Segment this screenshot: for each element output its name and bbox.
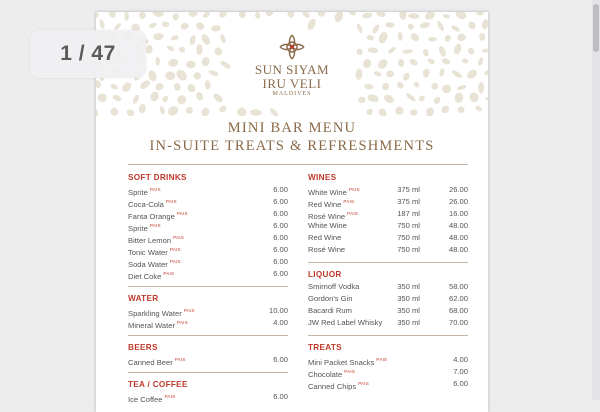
pattern-spot	[457, 106, 464, 113]
item-price: 6.00	[273, 392, 288, 401]
pattern-spot	[125, 108, 135, 116]
menu-item-row	[128, 208, 288, 220]
section-tea-coffee	[128, 379, 288, 403]
item-name	[128, 391, 175, 406]
section-wines	[308, 172, 468, 263]
pattern-spot	[269, 107, 280, 116]
pattern-spot	[481, 19, 488, 30]
menu-item-row	[128, 184, 288, 196]
item-name-text: Mini Packet Snacks	[308, 358, 375, 367]
item-price: 26.00	[448, 185, 468, 194]
section-divider	[128, 286, 288, 287]
pattern-spot	[333, 12, 345, 23]
section-soft-drinks	[128, 172, 288, 287]
item-name-text: Mineral Water	[128, 321, 175, 330]
item-price: 6.00	[273, 185, 288, 194]
item-name-text: Sprite	[128, 224, 148, 233]
pattern-spot	[236, 106, 248, 116]
item-name-text: Bitter Lemon	[128, 236, 172, 245]
scrollbar[interactable]	[592, 0, 600, 400]
item-name	[308, 378, 369, 393]
menu-item-row	[308, 293, 468, 305]
item-name-text: Sprite	[128, 188, 148, 197]
pattern-spot	[432, 96, 441, 106]
pattern-spot	[287, 12, 295, 18]
pattern-spot	[385, 22, 394, 28]
pattern-spot	[185, 106, 194, 115]
section-heading: TREATS	[308, 343, 342, 352]
item-name	[308, 305, 352, 317]
pattern-spot	[419, 21, 431, 29]
pattern-spot	[301, 12, 311, 19]
brand-location: MALDIVES	[272, 91, 312, 97]
item-name-text: Rosé Wine	[308, 212, 346, 221]
pattern-spot	[467, 20, 477, 31]
menu-item-row	[128, 220, 288, 232]
section-heading: SOFT DRINKS	[128, 173, 187, 182]
item-volume: 375 ml	[397, 185, 420, 194]
item-name	[128, 268, 174, 283]
pattern-spot	[485, 96, 488, 101]
menu-item-row	[308, 220, 468, 232]
menu-item-row	[308, 317, 468, 329]
section-heading: LIQUOR	[308, 270, 342, 279]
pattern-spot	[424, 12, 436, 21]
section-divider	[128, 335, 288, 336]
pais-tag: PAIS	[164, 394, 176, 399]
pattern-spot	[410, 109, 418, 116]
pais-tag: PAIS	[343, 199, 355, 204]
menu-page	[96, 12, 488, 412]
item-name-text: Tonic Water	[128, 248, 168, 257]
pattern-spot	[107, 12, 117, 19]
item-price: 6.00	[273, 221, 288, 230]
item-name-text: Smirnoff Vodka	[308, 282, 360, 291]
pattern-spot	[195, 21, 206, 31]
sun-siyam-emblem-icon	[275, 32, 309, 62]
pais-tag: PAIS	[344, 369, 356, 374]
item-volume: 350 ml	[397, 294, 420, 303]
item-price: 58.00	[448, 282, 468, 291]
menu-item-row	[308, 232, 468, 244]
pattern-spot	[264, 12, 274, 18]
menu-item-row	[128, 196, 288, 208]
item-price: 48.00	[448, 221, 468, 230]
pattern-spot	[138, 104, 146, 114]
item-name-text: Red Wine	[308, 200, 342, 209]
pais-tag: PAIS	[176, 211, 188, 216]
menu-title: MINI BAR MENU	[227, 120, 357, 136]
pattern-spot	[454, 12, 467, 21]
pattern-spot	[316, 12, 326, 18]
pattern-spot	[376, 12, 387, 18]
pattern-spot	[436, 20, 446, 32]
menu-item-row	[308, 305, 468, 317]
item-price: 62.00	[448, 294, 468, 303]
pattern-spot	[250, 109, 262, 116]
item-name	[308, 317, 382, 329]
menu-item-row	[308, 196, 468, 208]
item-name-text: Chocolate	[308, 370, 343, 379]
item-name-text: Canned Chips	[308, 382, 357, 391]
pattern-spot	[407, 22, 415, 30]
pattern-spot	[200, 106, 211, 116]
pattern-spot	[166, 104, 180, 116]
menu-item-row	[308, 184, 468, 196]
item-volume: 375 ml	[397, 197, 420, 206]
pais-tag: PAIS	[176, 320, 188, 325]
item-price: 10.00	[268, 306, 288, 315]
item-name-text: Bacardi Rum	[308, 306, 352, 315]
item-name	[308, 293, 353, 305]
pattern-spot	[440, 104, 451, 115]
pattern-spot	[306, 18, 317, 32]
section-beers	[128, 342, 288, 373]
menu-subtitle: IN-SUITE TREATS & REFRESHMENTS	[149, 138, 435, 154]
item-volume: 750 ml	[397, 221, 420, 230]
menu-item-row	[128, 391, 288, 403]
pattern-spot	[151, 12, 165, 18]
brand-logo	[96, 32, 488, 97]
pattern-spot	[347, 12, 357, 17]
pattern-spot	[425, 106, 435, 116]
menu-item-row	[128, 354, 288, 366]
item-price: 4.00	[453, 355, 468, 364]
pattern-spot	[162, 21, 170, 27]
menu-item-row	[308, 366, 468, 378]
pattern-spot	[96, 12, 99, 19]
item-price: 7.00	[453, 367, 468, 376]
pattern-spot	[98, 19, 105, 30]
menu-item-row	[308, 281, 468, 293]
item-name-text: Coca-Cola	[128, 200, 164, 209]
pattern-spot	[148, 22, 157, 29]
pais-tag: PAIS	[348, 187, 360, 192]
item-price: 26.00	[448, 197, 468, 206]
item-volume: 750 ml	[397, 245, 420, 254]
pattern-spot	[159, 106, 165, 115]
menu-item-row	[128, 244, 288, 256]
pais-tag: PAIS	[163, 271, 175, 276]
item-price: 6.00	[273, 245, 288, 254]
item-name	[308, 220, 347, 232]
menu-item-row	[308, 208, 468, 220]
item-price: 48.00	[448, 245, 468, 254]
pattern-spot	[172, 13, 179, 21]
section-treats	[308, 342, 468, 390]
section-divider	[128, 372, 288, 373]
item-name	[308, 232, 341, 244]
item-price: 6.00	[273, 269, 288, 278]
pattern-spot	[362, 12, 373, 19]
section-heading: TEA / COFFEE	[128, 380, 188, 389]
pattern-spot	[218, 104, 228, 113]
pattern-spot	[399, 12, 407, 20]
item-volume: 350 ml	[397, 306, 420, 315]
page-indicator: 1 / 47	[30, 30, 146, 78]
section-liquor	[308, 269, 468, 336]
pais-tag: PAIS	[183, 308, 195, 313]
section-heading: WINES	[308, 173, 337, 182]
menu-column-right	[308, 172, 468, 396]
item-price: 6.00	[273, 233, 288, 242]
item-name-text: Soda Water	[128, 260, 168, 269]
item-price: 6.00	[273, 355, 288, 364]
pattern-spot	[377, 107, 388, 116]
header-band	[96, 12, 488, 116]
pattern-spot	[188, 12, 198, 18]
pais-tag: PAIS	[169, 247, 181, 252]
pattern-spot	[255, 12, 261, 19]
item-price: 6.00	[273, 209, 288, 218]
pattern-spot	[365, 107, 374, 116]
item-price: 4.00	[273, 318, 288, 327]
menu-item-row	[128, 232, 288, 244]
menu-item-row	[308, 354, 468, 366]
item-price: 16.00	[448, 209, 468, 218]
item-name-text: Sparkling Water	[128, 309, 182, 318]
menu-item-row	[128, 268, 288, 280]
item-price: 48.00	[448, 233, 468, 242]
item-name-text: JW Red Label Whisky	[308, 318, 383, 327]
pais-tag: PAIS	[376, 357, 388, 362]
menu-item-row	[308, 378, 468, 390]
item-price: 6.00	[273, 197, 288, 206]
section-divider	[308, 335, 468, 336]
pais-tag: PAIS	[165, 199, 177, 204]
menu-item-row	[128, 317, 288, 329]
item-name	[128, 354, 186, 369]
brand-name-line2: IRU VELI	[262, 76, 322, 91]
item-volume: 350 ml	[397, 282, 420, 291]
section-divider	[308, 262, 468, 263]
item-volume: 750 ml	[397, 233, 420, 242]
pattern-spot	[109, 106, 120, 116]
pais-tag: PAIS	[149, 223, 161, 228]
pattern-spot	[124, 12, 129, 21]
pattern-spot	[96, 105, 100, 116]
item-name	[128, 317, 188, 332]
item-name-text: White Wine	[308, 188, 347, 197]
item-volume: 350 ml	[397, 318, 420, 327]
pais-tag: PAIS	[347, 211, 359, 216]
pattern-spot	[180, 22, 190, 31]
menu-item-row	[128, 256, 288, 268]
scrollbar-thumb[interactable]	[593, 4, 599, 52]
item-name-text: Ice Coffee	[128, 395, 163, 404]
pattern-spot	[238, 12, 247, 19]
pais-tag: PAIS	[149, 187, 161, 192]
item-name	[308, 281, 359, 293]
item-name-text: Fanta Orange	[128, 212, 175, 221]
item-volume: 187 ml	[397, 209, 420, 218]
item-price: 70.00	[448, 318, 468, 327]
item-name-text: Rosé Wine	[308, 245, 346, 254]
item-price: 6.00	[453, 379, 468, 388]
pattern-spot	[475, 105, 483, 113]
pattern-spot	[395, 107, 403, 115]
item-name-text: Diet Coke	[128, 272, 162, 281]
pais-tag: PAIS	[169, 259, 181, 264]
item-name-text: White Wine	[308, 221, 347, 230]
item-name	[308, 244, 345, 256]
item-name-text: Gordon's Gin	[308, 294, 353, 303]
item-price: 6.00	[273, 257, 288, 266]
title-divider	[128, 164, 468, 165]
pattern-spot	[408, 13, 420, 19]
pattern-spot	[476, 12, 485, 16]
section-heading: WATER	[128, 294, 159, 303]
section-water	[128, 293, 288, 336]
menu-column-left	[128, 172, 288, 409]
pattern-spot	[358, 96, 366, 103]
pais-tag: PAIS	[174, 357, 186, 362]
section-heading: BEERS	[128, 343, 158, 352]
item-name-text: Red Wine	[308, 233, 342, 242]
pattern-spot	[139, 12, 146, 19]
menu-item-row	[308, 244, 468, 256]
pattern-spot	[442, 13, 450, 19]
brand-name-line1: SUN SIYAM	[254, 62, 330, 77]
menu-item-row	[128, 305, 288, 317]
item-name-text: Canned Beer	[128, 358, 173, 367]
pais-tag: PAIS	[173, 235, 184, 240]
item-price: 68.00	[448, 306, 468, 315]
pais-tag: PAIS	[358, 381, 370, 386]
pattern-spot	[218, 12, 229, 19]
pattern-spot	[202, 12, 211, 19]
